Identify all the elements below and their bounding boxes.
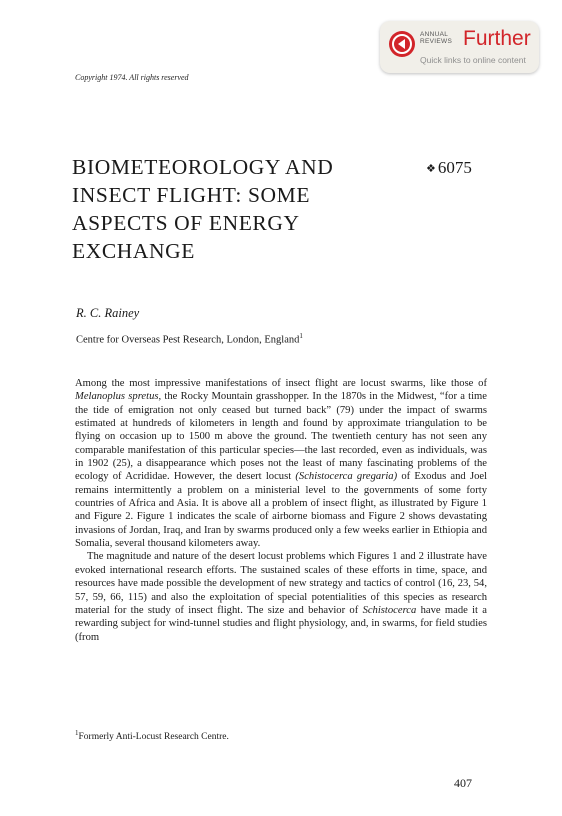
title-line: BIOMETEOROLOGY AND xyxy=(72,155,334,179)
title-line: EXCHANGE xyxy=(72,239,196,263)
page-number: 407 xyxy=(454,776,472,790)
annual-reviews-logo-text: ANNUAL REVIEWS xyxy=(420,31,453,45)
title-line: INSECT FLIGHT: SOME xyxy=(72,183,311,207)
author-affiliation: Centre for Overseas Pest Research, London, England$^1$ xyxy=(76,332,303,346)
paragraph: Among the most impressive manifestations of insect flight are locust swarms, like those of Melanoplus spretus, the Rocky Mountain grasshopper. In the 1870s in the Midwest, “for a time the tide of emigration not only ceased but turned back” (79) under the impact of swarms estimated at hundreds of kilometers in length and found by approximate triangulation to be flying on occasion up to 1500 m above the ground. The twentieth century has not seen any comparable manifestation of this particular species—the last recorded, even as individuals, was in 1902 (25), a disappearance which poses not the least of many fascinating problems of the ecology of Acrididae. However, the desert locust (Schistocerca gregaria) of Exodus and Joel remains intermittently a problem on a ministerial level to the governments of some forty countries of Africa and Asia. It is above all a problem of insect flight, as illustrated by Figure 1 and Figure 2. Figure 1 indicates the scale of airborne biomass and Figure 2 shows devastating invasions of Jordan, Iraq, and Iran by swarms produced only a few weeks earlier in Ethiopia and Somalia, several thousand kilometers away. xyxy=(75,378,488,550)
further-brand: Further xyxy=(463,27,531,50)
footnote: $^1$Formerly Anti-Locust Research Centre. xyxy=(75,729,229,743)
article-code: ❖ 6075 xyxy=(426,158,472,177)
copyright-notice: Copyright 1974. All rights reserved xyxy=(75,73,189,82)
play-back-icon xyxy=(389,31,415,57)
paragraph: The magnitude and nature of the desert locust problems which Figures 1 and 2 illustrate have evoked international research efforts. The sustained scales of these efforts in time, space, and resources have made possible the development of new strategy and tactics of control (16, 23, 54, 57, 59, 66, 115) and also the exploitation of special potentialities of this species as research material for the study of insect flight. The size and behavior of Schistocerca have made it a rewarding subject for wind-tunnel studies and flight physiology, and, in swarms, for field studies (from xyxy=(75,551,488,643)
article-body xyxy=(75,377,487,644)
further-tagline: Quick links to online content xyxy=(420,55,526,65)
diamond-icon: ❖ xyxy=(426,163,436,175)
article-title xyxy=(72,153,372,265)
author-name: R. C. Rainey xyxy=(76,306,140,320)
title-line: ASPECTS OF ENERGY xyxy=(72,211,300,235)
further-badge[interactable] xyxy=(380,21,539,73)
